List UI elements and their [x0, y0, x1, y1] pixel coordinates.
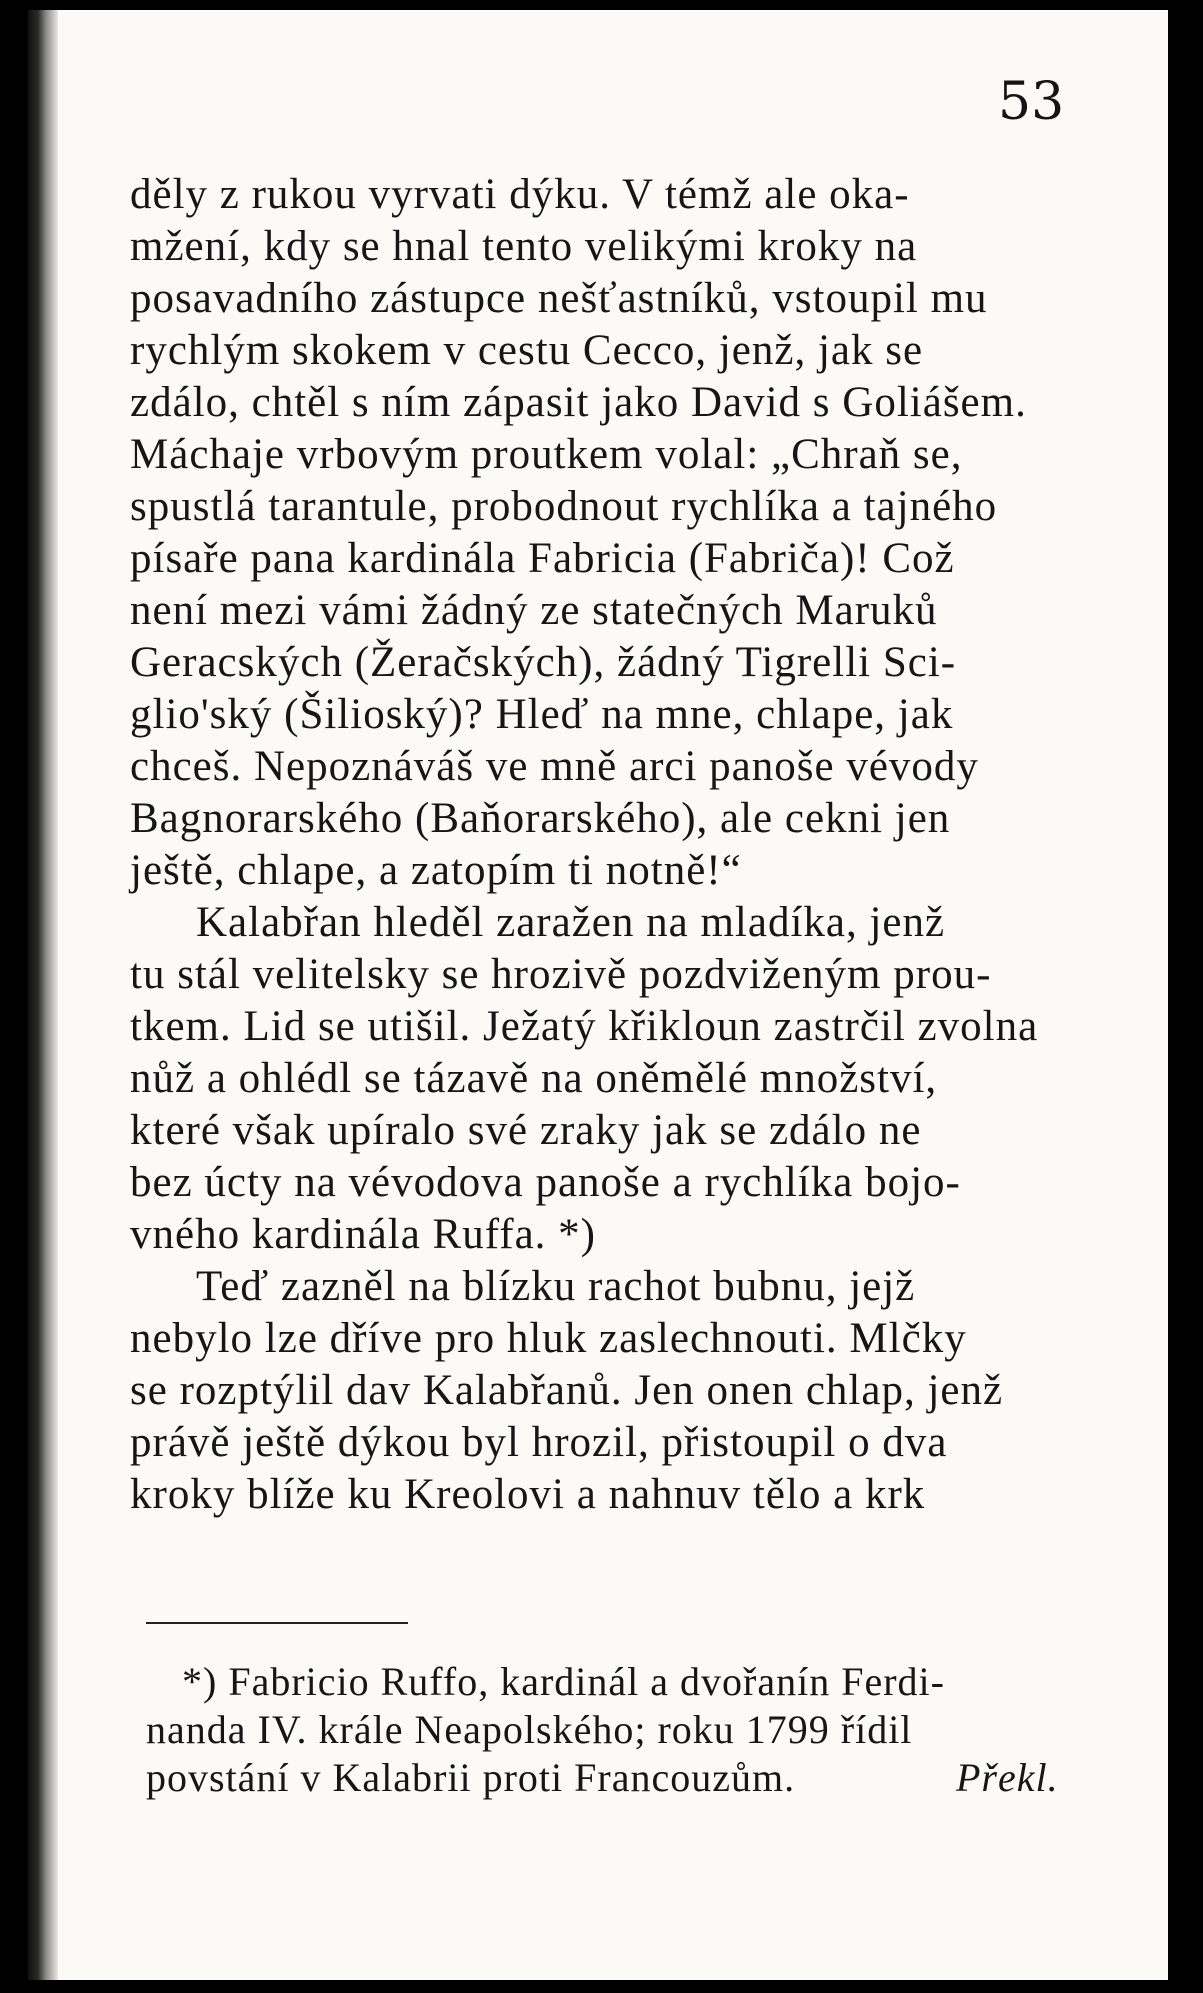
text-line: Teď zazněl na blízku rachot bubnu, jejž: [196, 1263, 916, 1310]
text-line: chceš. Nepoznáváš ve mně arci panoše vévody: [130, 743, 979, 790]
text-line: zdálo, chtěl s ním zápasit jako David s Goliášem.: [130, 379, 1027, 426]
text-line: se rozptýlil dav Kalabřanů. Jen onen chlap, jenž: [130, 1367, 1004, 1414]
footnote-line: nanda IV. krále Neapolského; roku 1799 řídil: [146, 1707, 913, 1752]
text-line: kroky blíže ku Kreolovi a nahnuv tělo a krk: [130, 1471, 926, 1518]
text-line: není mezi vámi žádný ze statečných Maruků: [130, 587, 938, 634]
translator-note: Překl.: [956, 1755, 1059, 1800]
text-line: Geracských (Žeračských), žádný Tigrelli Sci-: [130, 639, 957, 686]
text-line: děly z rukou vyrvati dýku. V témž ale oka-: [130, 171, 910, 218]
footnote-line: povstání v Kalabrii proti Francouzům.: [146, 1755, 796, 1800]
text-line: tu stál velitelsky se hrozivě pozdviženým prou-: [130, 951, 992, 998]
text-line: písaře pana kardinála Fabricia (Fabriča)! Což: [130, 535, 955, 582]
footnote-divider: [146, 1622, 408, 1624]
text-line: Bagnorarského (Baňorarského), ale cekni jen: [130, 795, 951, 842]
text-line: bez úcty na vévodova panoše a rychlíka bojo-: [130, 1159, 961, 1206]
text-line: nůž a ohlédl se tázavě na oněmělé množství,: [130, 1055, 938, 1102]
text-line: spustlá tarantule, probodnout rychlíka a tajného: [130, 483, 998, 530]
text-line: tkem. Lid se utišil. Ježatý křikloun zastrčil zvolna: [130, 1003, 1039, 1050]
text-line: glio'ský (Šilioský)? Hleď na mne, chlape, jak: [130, 691, 954, 738]
text-line: vného kardinála Ruffa. *): [130, 1211, 597, 1258]
text-line: právě ještě dýkou byl hrozil, přistoupil o dva: [130, 1419, 948, 1466]
text-line: Kalabřan hleděl zaražen na mladíka, jenž: [196, 899, 946, 946]
text-line: posavadního zástupce nešťastníků, vstoupil mu: [130, 275, 988, 322]
text-line: mžení, kdy se hnal tento velikými kroky na: [130, 223, 918, 270]
page-number: 53: [998, 72, 1065, 132]
page-binding-edge: [28, 10, 58, 1980]
text-line: které však upíralo své zraky jak se zdálo ne: [130, 1107, 922, 1154]
text-line: nebylo lze dříve pro hluk zaslechnouti. Mlčky: [130, 1315, 967, 1362]
text-line: ještě, chlape, a zatopím ti notně!“: [130, 847, 742, 894]
book-page: [28, 10, 1168, 1980]
text-line: Máchaje vrbovým proutkem volal: „Chraň se,: [130, 431, 963, 478]
footnote-line: *) Fabricio Ruffo, kardinál a dvořanín Ferdi-: [182, 1659, 945, 1704]
text-line: rychlým skokem v cestu Cecco, jenž, jak se: [130, 327, 924, 374]
